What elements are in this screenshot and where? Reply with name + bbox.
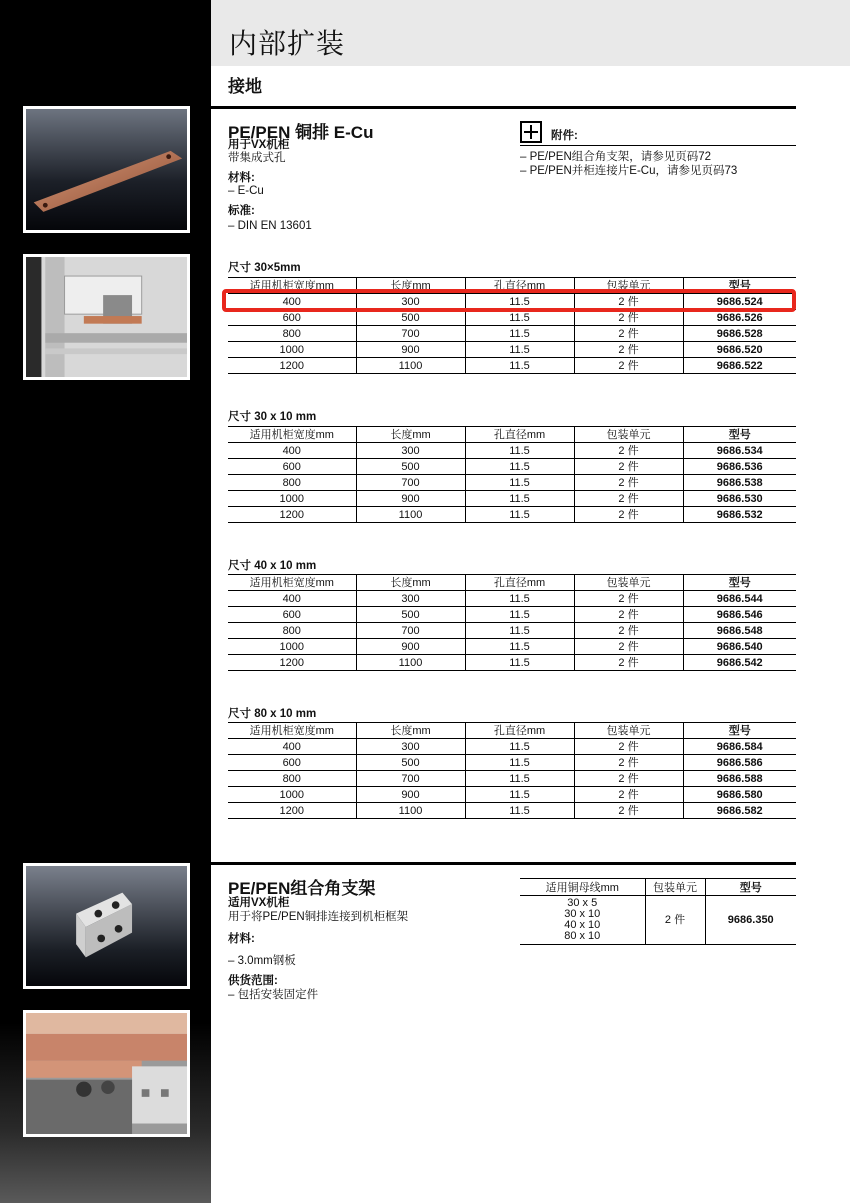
table-cell: 1100 (356, 803, 465, 819)
bracket-sizes-cell (520, 896, 645, 945)
table-cell: 11.5 (465, 294, 574, 310)
table-row (228, 739, 796, 755)
table-cell: 400 (228, 443, 356, 459)
table-cell: 11.5 (465, 639, 574, 655)
table-cell: 11.5 (465, 326, 574, 342)
table-header-cell: 包装单元 (574, 278, 683, 294)
table-header-row (228, 723, 796, 739)
table-header-cell: 适用机柜宽度mm (228, 278, 356, 294)
table-cell: 1000 (228, 491, 356, 507)
table-row (228, 591, 796, 607)
table-cell: 900 (356, 639, 465, 655)
bracket-size: 80 x 10 (564, 930, 601, 942)
model-number-cell: 9686.522 (683, 358, 796, 374)
table-cell: 1100 (356, 507, 465, 523)
table-row (228, 491, 796, 507)
product1-title: PE/PEN 铜排 E-Cu (228, 123, 374, 142)
table-cell: 2 件 (574, 607, 683, 623)
table-header-cell: 型号 (683, 278, 796, 294)
table-cell: 1200 (228, 803, 356, 819)
table-header-cell: 孔直径mm (465, 427, 574, 443)
product2-title: PE/PEN组合角支架 (228, 879, 376, 898)
table-header-cell: 长度mm (356, 575, 465, 591)
accessory-item[interactable]: – PE/PEN并柜连接片E-Cu，请参见页码73 (520, 165, 738, 177)
model-number-cell: 9686.546 (683, 607, 796, 623)
table-cell: 300 (356, 294, 465, 310)
table-cell: 800 (228, 771, 356, 787)
table-cell: 11.5 (465, 459, 574, 475)
bracket-size: 40 x 10 (564, 919, 601, 931)
table-cell: 2 件 (574, 459, 683, 475)
table-size-label: 尺寸 30 x 10 mm (228, 411, 317, 423)
table-cell: 11.5 (465, 787, 574, 803)
table-cell: 11.5 (465, 443, 574, 459)
divider (211, 862, 796, 865)
table-size-label: 尺寸 30×5mm (228, 262, 301, 274)
table-cell: 1100 (356, 358, 465, 374)
product1-standard-value: – DIN EN 13601 (228, 220, 312, 232)
model-number-cell: 9686.584 (683, 739, 796, 755)
model-number-cell: 9686.520 (683, 342, 796, 358)
table-cell: 11.5 (465, 607, 574, 623)
product2-subtitle: 适用VX机柜 (228, 897, 290, 909)
busbar-detail-photo (23, 1010, 190, 1137)
model-number-cell: 9686.548 (683, 623, 796, 639)
table-cell: 2 件 (574, 787, 683, 803)
table-header-cell: 适用铜母线mm (520, 879, 645, 896)
table-header-cell: 型号 (705, 879, 796, 896)
table-cell: 2 件 (574, 342, 683, 358)
table-cell: 2 件 (574, 491, 683, 507)
table-cell: 2 件 (574, 294, 683, 310)
table-cell: 11.5 (465, 491, 574, 507)
table-row (228, 358, 796, 374)
table-cell: 2 件 (574, 639, 683, 655)
table-row (228, 607, 796, 623)
table-cell: 2 件 (574, 310, 683, 326)
model-number-cell: 9686.530 (683, 491, 796, 507)
table-header-cell: 包装单元 (574, 575, 683, 591)
product1-subtitle: 用于VX机柜 (228, 139, 290, 151)
table-row (228, 655, 796, 671)
table-cell: 900 (356, 787, 465, 803)
page-title: 内部扩装 (229, 28, 346, 59)
table-row (228, 771, 796, 787)
table-cell: 11.5 (465, 358, 574, 374)
table-cell: 2 件 (574, 443, 683, 459)
table-header-cell: 包装单元 (645, 879, 705, 896)
table-size-label: 尺寸 80 x 10 mm (228, 708, 317, 720)
table-cell: 500 (356, 755, 465, 771)
plus-icon (520, 121, 542, 143)
table-row (228, 803, 796, 819)
table-cell: 2 件 (574, 326, 683, 342)
product2-material-label: 材料: (228, 933, 255, 945)
table-row (228, 342, 796, 358)
section-title: 接地 (228, 77, 262, 96)
table-cell: 11.5 (465, 310, 574, 326)
table-cell: 2 件 (574, 655, 683, 671)
table-row (228, 443, 796, 459)
divider (520, 145, 796, 146)
model-number-cell: 9686.542 (683, 655, 796, 671)
table-row (520, 896, 796, 945)
table-cell: 700 (356, 475, 465, 491)
model-number-cell: 9686.524 (683, 294, 796, 310)
table-cell: 600 (228, 459, 356, 475)
table-header-cell: 包装单元 (574, 723, 683, 739)
table-header-cell: 孔直径mm (465, 278, 574, 294)
table-row (228, 475, 796, 491)
table-cell: 700 (356, 771, 465, 787)
table-header-cell: 长度mm (356, 427, 465, 443)
model-number-cell: 9686.532 (683, 507, 796, 523)
spec-table (228, 574, 796, 671)
table-cell: 900 (356, 491, 465, 507)
table-header-cell: 型号 (683, 427, 796, 443)
table-row (228, 787, 796, 803)
table-cell: 2 件 (574, 771, 683, 787)
table-cell: 1000 (228, 639, 356, 655)
divider (211, 106, 796, 109)
table-header-cell: 适用机柜宽度mm (228, 575, 356, 591)
product2-supply-label: 供货范围: (228, 975, 278, 987)
table-row (228, 326, 796, 342)
table-header-cell: 包装单元 (574, 427, 683, 443)
model-number-cell: 9686.538 (683, 475, 796, 491)
table-cell: 2 件 (574, 591, 683, 607)
table-cell: 2 件 (574, 507, 683, 523)
table-cell: 700 (356, 326, 465, 342)
table-cell: 11.5 (465, 771, 574, 787)
model-number-cell: 9686.588 (683, 771, 796, 787)
table-cell: 500 (356, 459, 465, 475)
model-number-cell: 9686.526 (683, 310, 796, 326)
bracket-size: 30 x 5 (567, 897, 598, 909)
table-header-cell: 长度mm (356, 723, 465, 739)
table-cell: 2 件 (574, 475, 683, 491)
model-number-cell: 9686.582 (683, 803, 796, 819)
table-cell: 400 (228, 294, 356, 310)
table-row (228, 459, 796, 475)
table-cell: 700 (356, 623, 465, 639)
cabinet-install-photo (23, 254, 190, 380)
spec-table (228, 426, 796, 523)
table-header-cell: 适用机柜宽度mm (228, 427, 356, 443)
table-cell: 600 (228, 310, 356, 326)
product1-standard-label: 标准: (228, 205, 255, 217)
product2-supply-value: – 包括安装固定件 (228, 989, 319, 1001)
table-cell: 300 (356, 739, 465, 755)
model-number-cell: 9686.540 (683, 639, 796, 655)
model-number-cell: 9686.534 (683, 443, 796, 459)
table-size-label: 尺寸 40 x 10 mm (228, 560, 317, 572)
product2-desc: 用于将PE/PEN铜排连接到机柜框架 (228, 911, 409, 923)
accessory-item[interactable]: – PE/PEN组合角支架，请参见页码72 (520, 151, 712, 163)
bracket-model-cell: 9686.350 (705, 896, 796, 945)
table-cell: 500 (356, 310, 465, 326)
table-cell: 11.5 (465, 803, 574, 819)
table-cell: 800 (228, 623, 356, 639)
model-number-cell: 9686.528 (683, 326, 796, 342)
table-cell: 2 件 (574, 803, 683, 819)
table-cell: 2 件 (574, 739, 683, 755)
table-cell: 11.5 (465, 755, 574, 771)
table-header-row (228, 575, 796, 591)
model-number-cell: 9686.536 (683, 459, 796, 475)
table-header-cell: 长度mm (356, 278, 465, 294)
product1-material-value: – E-Cu (228, 185, 264, 197)
table-cell: 11.5 (465, 475, 574, 491)
angle-bracket-photo (23, 863, 190, 989)
table-cell: 11.5 (465, 342, 574, 358)
table-header-cell: 适用机柜宽度mm (228, 723, 356, 739)
bracket-unit-cell: 2 件 (645, 896, 705, 945)
table-cell: 2 件 (574, 755, 683, 771)
bracket-size: 30 x 10 (564, 908, 601, 920)
table-cell: 11.5 (465, 739, 574, 755)
product2-material-value: – 3.0mm钢板 (228, 955, 296, 967)
table-row (228, 755, 796, 771)
table-header-cell: 孔直径mm (465, 575, 574, 591)
product1-desc: 带集成式孔 (228, 152, 286, 164)
table-cell: 500 (356, 607, 465, 623)
row-highlight (222, 289, 796, 312)
table-row (228, 639, 796, 655)
table-cell: 1000 (228, 787, 356, 803)
table-cell: 300 (356, 443, 465, 459)
table-header-cell: 孔直径mm (465, 723, 574, 739)
sidebar (0, 0, 211, 1203)
table-cell: 600 (228, 607, 356, 623)
table-cell: 900 (356, 342, 465, 358)
spec-table (228, 722, 796, 819)
table-cell: 800 (228, 326, 356, 342)
table-cell: 2 件 (574, 623, 683, 639)
model-number-cell: 9686.544 (683, 591, 796, 607)
table-header-row (228, 427, 796, 443)
table-row (228, 507, 796, 523)
table-cell: 1200 (228, 507, 356, 523)
table-header-cell: 型号 (683, 723, 796, 739)
model-number-cell: 9686.580 (683, 787, 796, 803)
copper-bar-photo (23, 106, 190, 233)
table-cell: 600 (228, 755, 356, 771)
table-cell: 2 件 (574, 358, 683, 374)
table-cell: 1100 (356, 655, 465, 671)
table-cell: 1200 (228, 358, 356, 374)
bracket-spec-table (520, 878, 796, 945)
model-number-cell: 9686.586 (683, 755, 796, 771)
table-cell: 400 (228, 739, 356, 755)
table-cell: 400 (228, 591, 356, 607)
table-cell: 1000 (228, 342, 356, 358)
table-cell: 11.5 (465, 655, 574, 671)
table-cell: 11.5 (465, 507, 574, 523)
table-cell: 300 (356, 591, 465, 607)
table-cell: 11.5 (465, 623, 574, 639)
table-cell: 800 (228, 475, 356, 491)
table-row (228, 623, 796, 639)
table-cell: 11.5 (465, 591, 574, 607)
product1-material-label: 材料: (228, 172, 255, 184)
page-header (211, 0, 850, 66)
table-header-cell: 型号 (683, 575, 796, 591)
accessories-label: 附件: (551, 130, 578, 142)
table-cell: 1200 (228, 655, 356, 671)
